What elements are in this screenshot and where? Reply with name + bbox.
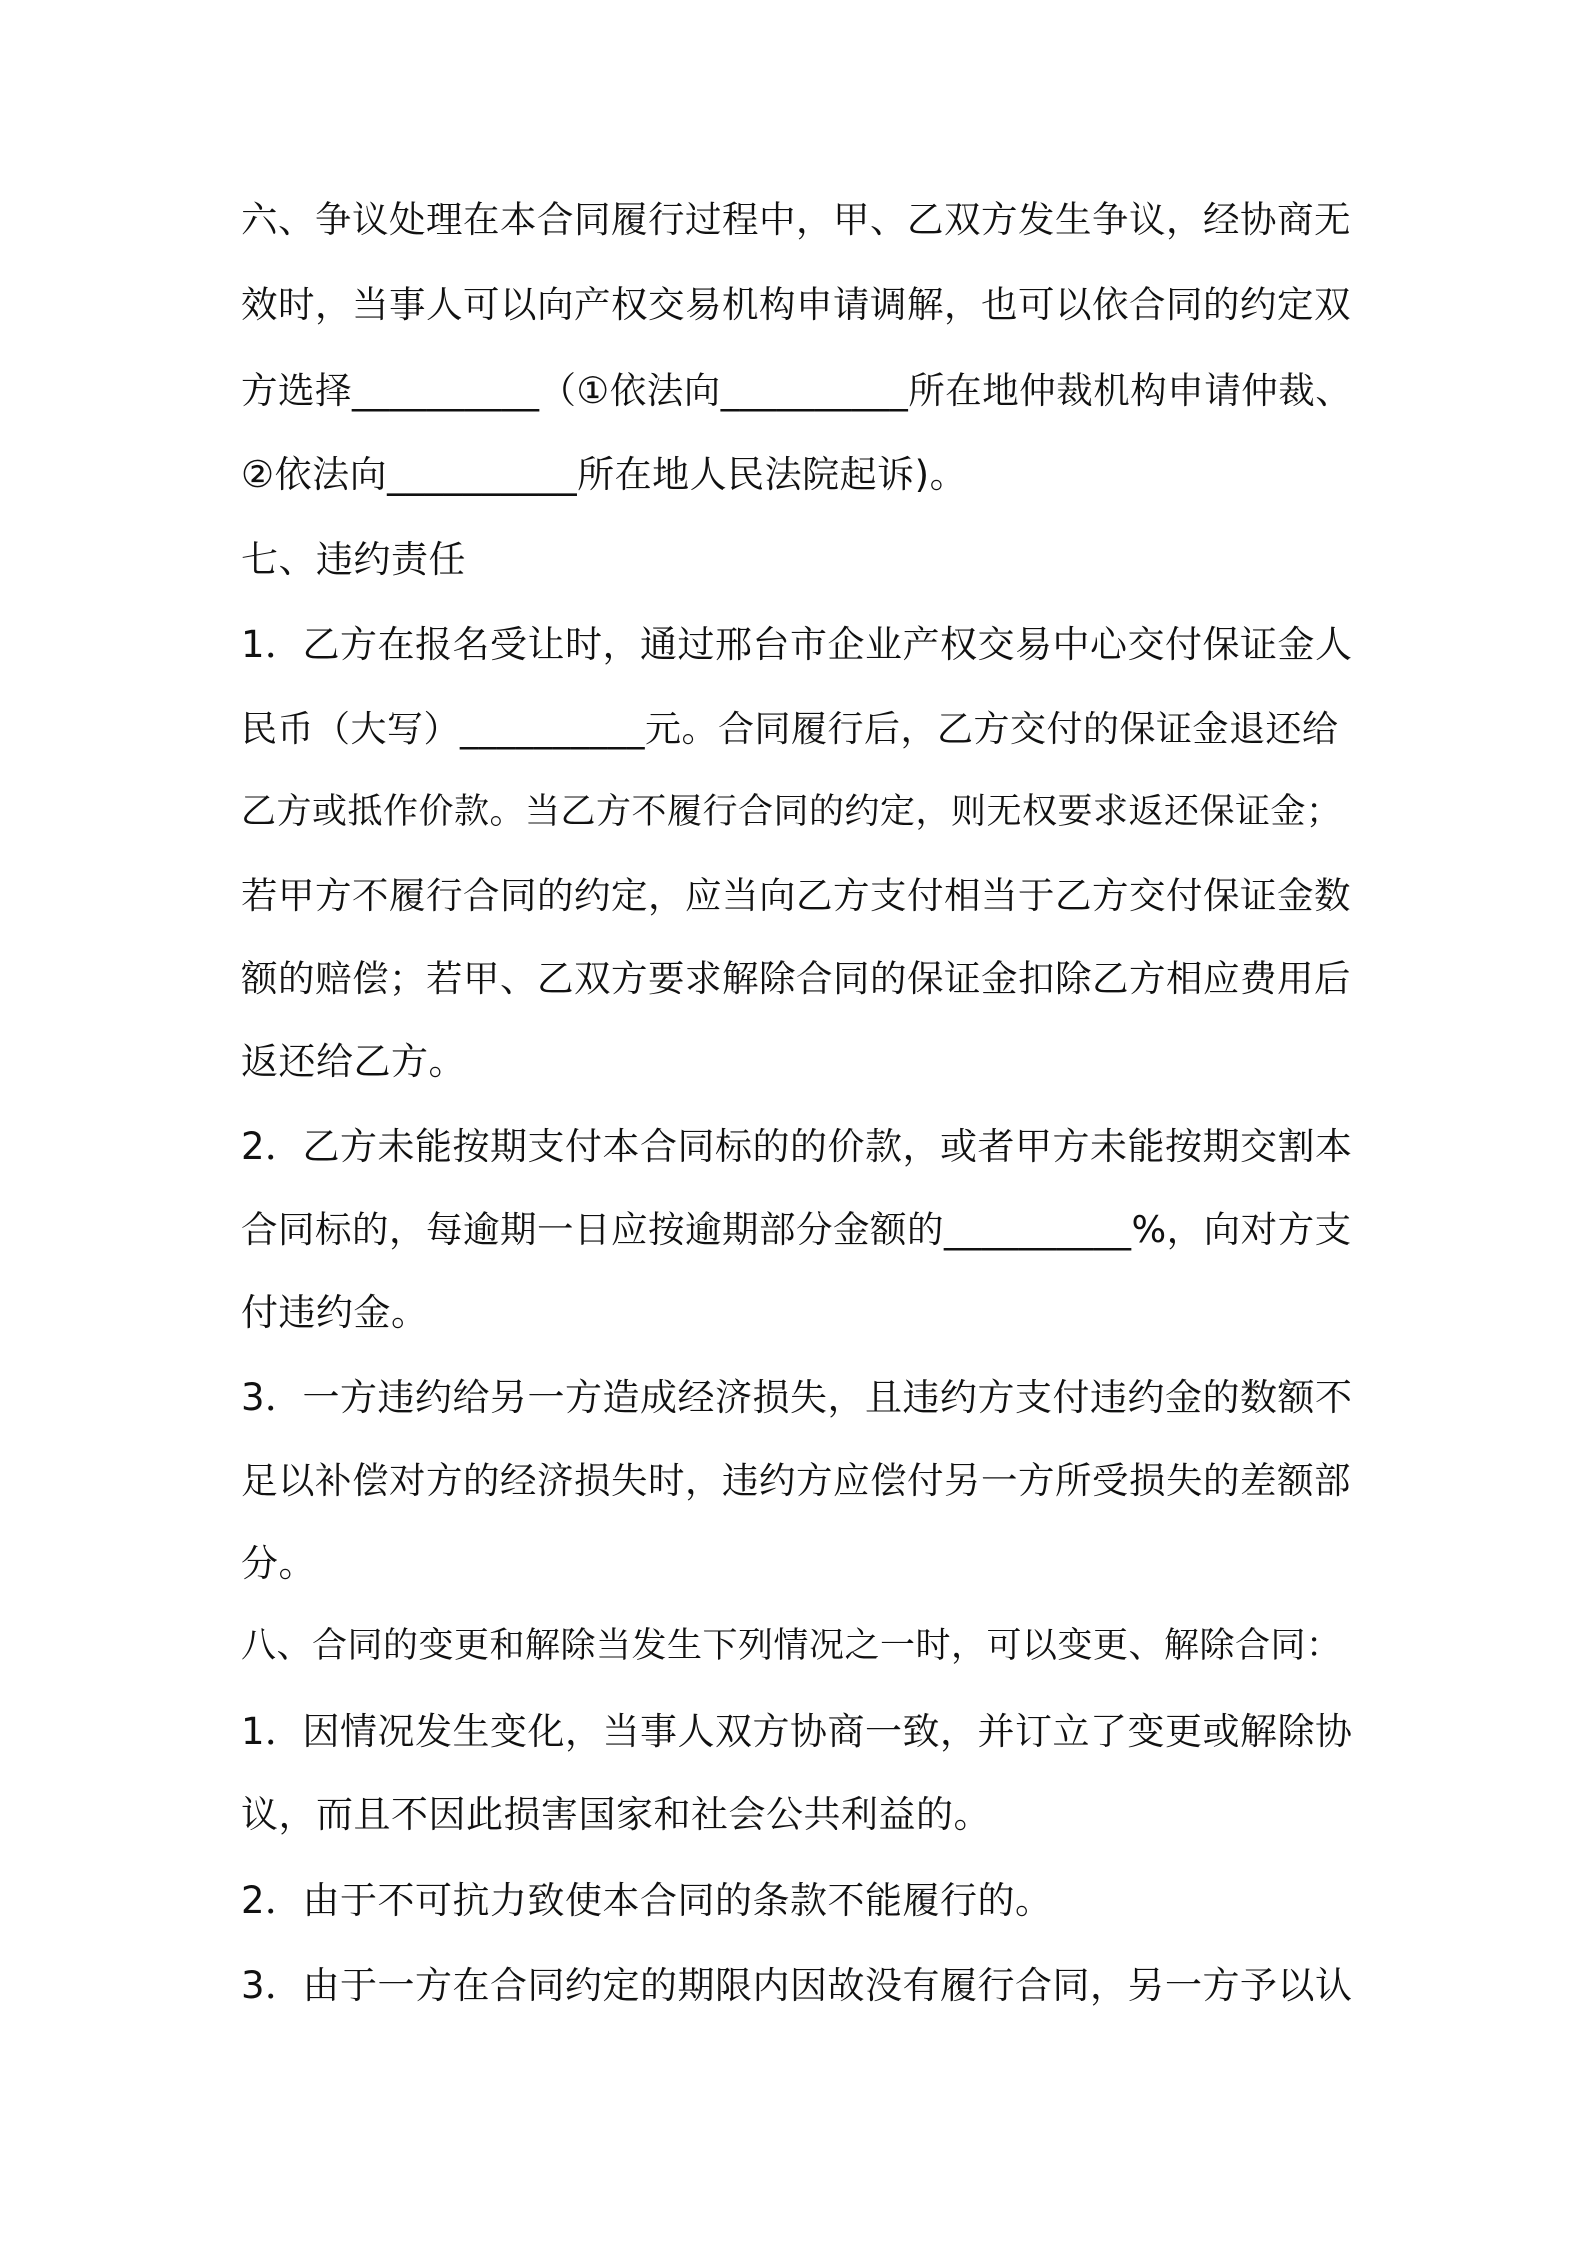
- text-line: 六、争议处理在本合同履行过程中，甲、乙双方发生争议，经协商无: [241, 198, 1351, 241]
- text-line: 分。: [241, 1542, 316, 1585]
- text-line: 民币（大写）__________元。合同履行后，乙方交付的保证金退还给: [241, 709, 1339, 750]
- text-line: 3．由于一方在合同约定的期限内因故没有履行合同，另一方予以认: [241, 1964, 1353, 2007]
- text-line: 合同标的，每逾期一日应按逾期部分金额的__________%，向对方支: [241, 1208, 1352, 1251]
- text-line: 效时，当事人可以向产权交易机构申请调解，也可以依合同的约定双: [241, 283, 1351, 326]
- text-line: 1．因情况发生变化，当事人双方协商一致，并订立了变更或解除协: [241, 1710, 1353, 1753]
- text-line: 额的赔偿；若甲、乙双方要求解除合同的保证金扣除乙方相应费用后: [241, 957, 1351, 1000]
- text-line: ②依法向__________所在地人民法院起诉)。: [241, 453, 968, 496]
- text-line: 乙方或抵作价款。当乙方不履行合同的约定，则无权要求返还保证金；: [241, 792, 1342, 832]
- text-line: 3．一方违约给另一方造成经济损失，且违约方支付违约金的数额不: [241, 1376, 1353, 1419]
- text-line: 若甲方不履行合同的约定，应当向乙方支付相当于乙方交付保证金数: [241, 874, 1351, 917]
- text-line: 返还给乙方。: [241, 1040, 466, 1083]
- text-line: 方选择__________（①依法向__________所在地仲裁机构申请仲裁、: [241, 369, 1353, 412]
- text-line: 2．由于不可抗力致使本合同的条款不能履行的。: [241, 1879, 1053, 1922]
- text-line: 付违约金。: [241, 1291, 429, 1334]
- section-heading: 七、违约责任: [241, 538, 466, 581]
- text-line: 2．乙方未能按期支付本合同标的的价款，或者甲方未能按期交割本: [241, 1125, 1353, 1168]
- text-line: 足以补偿对方的经济损失时，违约方应偿付另一方所受损失的差额部: [241, 1459, 1351, 1502]
- section-heading: 八、合同的变更和解除当发生下列情况之一时，可以变更、解除合同：: [241, 1626, 1342, 1666]
- text-line: 1．乙方在报名受让时，通过邢台市企业产权交易中心交付保证金人: [241, 623, 1353, 666]
- text-line: 议，而且不因此损害国家和社会公共利益的。: [241, 1793, 991, 1836]
